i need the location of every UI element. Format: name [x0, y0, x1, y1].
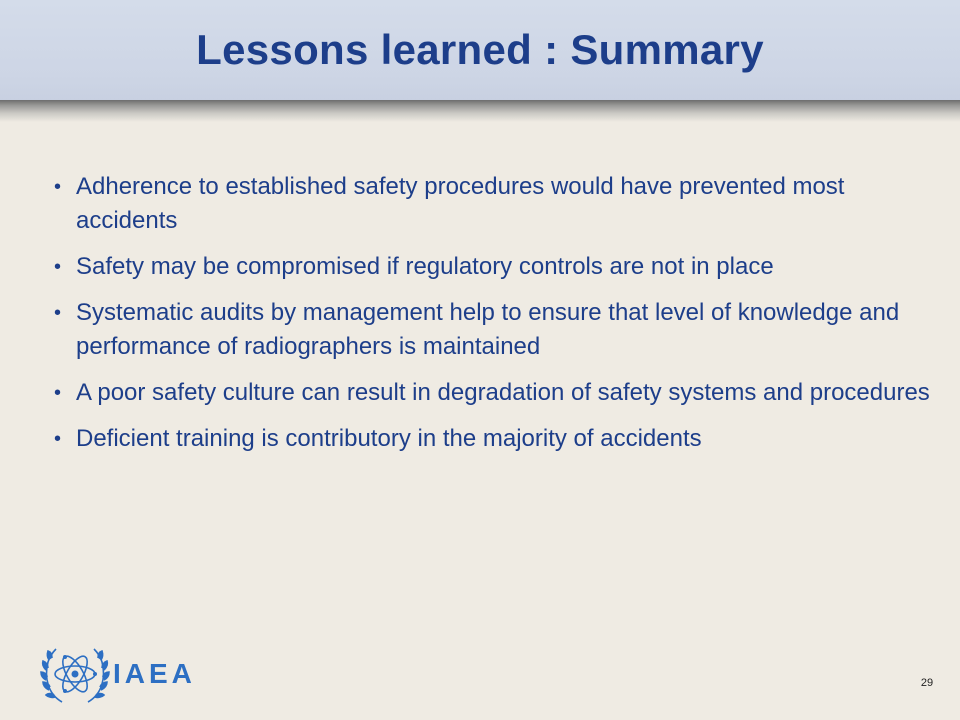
bullet-icon: • — [54, 382, 62, 404]
page-number: 29 — [920, 677, 934, 689]
bullet-text: Systematic audits by management help to ensure that level of knowledge and performance of radiographers is maintained — [76, 299, 900, 360]
bullet-text: Safety may be compromised if regulatory controls are not in place — [76, 253, 774, 280]
bullet-text: Adherence to established safety procedures would have prevented most accidents — [76, 173, 845, 234]
bullet-icon: • — [54, 176, 62, 198]
bullet-text: Deficient training is contributory in the majority of accidents — [76, 425, 702, 452]
bullet-item — [50, 170, 930, 238]
bullet-item — [50, 422, 930, 456]
bullet-item — [50, 296, 930, 364]
bullet-icon: • — [54, 428, 62, 450]
slide-title: Lessons learned : Summary — [196, 26, 764, 73]
bullet-icon: • — [54, 302, 62, 324]
bullet-text: A poor safety culture can result in degradation of safety systems and procedures — [76, 379, 930, 406]
bullet-icon: • — [54, 256, 62, 278]
bullet-item — [50, 250, 930, 284]
bullet-item — [50, 376, 930, 410]
org-name: IAEA — [113, 658, 196, 689]
un-wreath-atom-logo-icon — [40, 640, 110, 708]
bullet-list — [50, 170, 930, 468]
title-band-shadow — [0, 100, 960, 122]
